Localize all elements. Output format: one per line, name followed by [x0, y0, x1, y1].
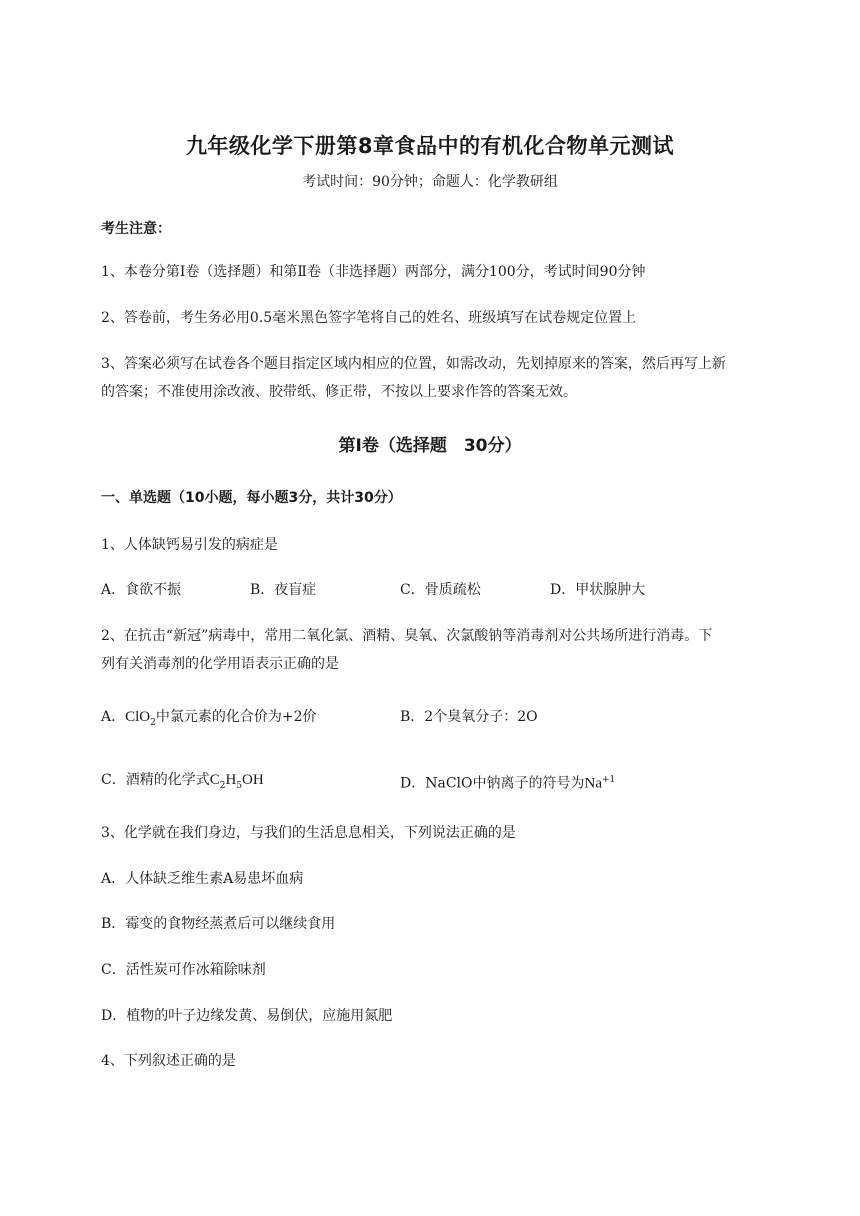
question-1-option-c: C．骨质疏松 — [400, 582, 481, 598]
option-c-formula-c: C — [209, 772, 220, 788]
question-1-option-d: D．甲状腺肿大 — [550, 582, 646, 598]
option-a-suffix: 中氯元素的化合价为+2价 — [155, 709, 317, 725]
notice-item-3-continued: 的答案；不准使用涂改液、胶带纸、修正带，不按以上要求作答的答案无效。 — [101, 384, 577, 400]
option-c-sub-2: 5 — [236, 780, 243, 791]
option-d-formula: Na — [584, 775, 602, 792]
question-2-stem-line-1: 2、在抗击“新冠”病毒中，常用二氧化氯、酒精、臭氧、次氯酸钠等消毒剂对公共场所进行消毒。下 — [101, 628, 713, 644]
question-1-option-b: B．夜盲症 — [250, 582, 317, 598]
question-2-stem-line-2: 列有关消毒剂的化学用语表示正确的是 — [101, 656, 339, 672]
option-c-formula-oh: OH — [242, 772, 264, 788]
question-3-option-b: B．霉变的食物经蒸煮后可以继续食用 — [101, 916, 336, 932]
question-3-stem: 3、化学就在我们身边，与我们的生活息息相关，下列说法正确的是 — [101, 825, 516, 841]
option-a-formula: ClO — [125, 709, 151, 725]
question-3-option-c: C．活性炭可作冰箱除味剂 — [101, 962, 266, 978]
question-3-option-d: D．植物的叶子边缘发黄、易倒伏，应施用氮肥 — [101, 1008, 393, 1024]
question-2-option-a — [101, 707, 317, 733]
question-4-stem: 4、下列叙述正确的是 — [101, 1053, 236, 1069]
question-3-option-a: A．人体缺乏维生素A易患坏血病 — [101, 871, 304, 887]
document-subtitle: 考试时间：90分钟；命题人：化学教研组 — [302, 174, 558, 190]
option-c-prefix: C．酒精的化学式 — [101, 772, 210, 788]
document-title: 九年级化学下册第8章食品中的有机化合物单元测试 — [185, 134, 675, 158]
notice-item-3: 3、答案必须写在试卷各个题目指定区域内相应的位置，如需改动，先划掉原来的答案，然后再写上新 — [101, 356, 726, 372]
section-title: 第Ⅰ卷（选择题 30分） — [338, 436, 522, 456]
notice-item-1: 1、本卷分第Ⅰ卷（选择题）和第Ⅱ卷（非选择题）两部分，满分100分，考试时间90分钟 — [101, 264, 646, 280]
part-heading: 一、单选题（10小题，每小题3分，共计30分） — [101, 490, 402, 506]
notice-item-2: 2、答卷前，考生务必用0.5毫米黑色签字笔将自己的姓名、班级填写在试卷规定位置上 — [101, 310, 637, 326]
option-d-superscript: +1 — [602, 775, 616, 785]
question-1-stem: 1、人体缺钙易引发的病症是 — [101, 537, 278, 553]
option-c-formula-h: H — [225, 772, 237, 788]
question-2-option-c — [101, 770, 264, 796]
question-1-option-a: A．食欲不振 — [101, 582, 182, 598]
question-2-option-b: B．2个臭氧分子：2O — [400, 709, 538, 725]
option-a-subscript: 2 — [150, 717, 156, 728]
option-c-sub-1: 2 — [219, 780, 226, 791]
option-d-prefix: D．NaClO中钠离子的符号为 — [400, 775, 585, 792]
notice-heading: 考生注意： — [101, 221, 171, 237]
option-a-prefix: A． — [101, 709, 126, 725]
question-2-option-d — [400, 770, 615, 794]
